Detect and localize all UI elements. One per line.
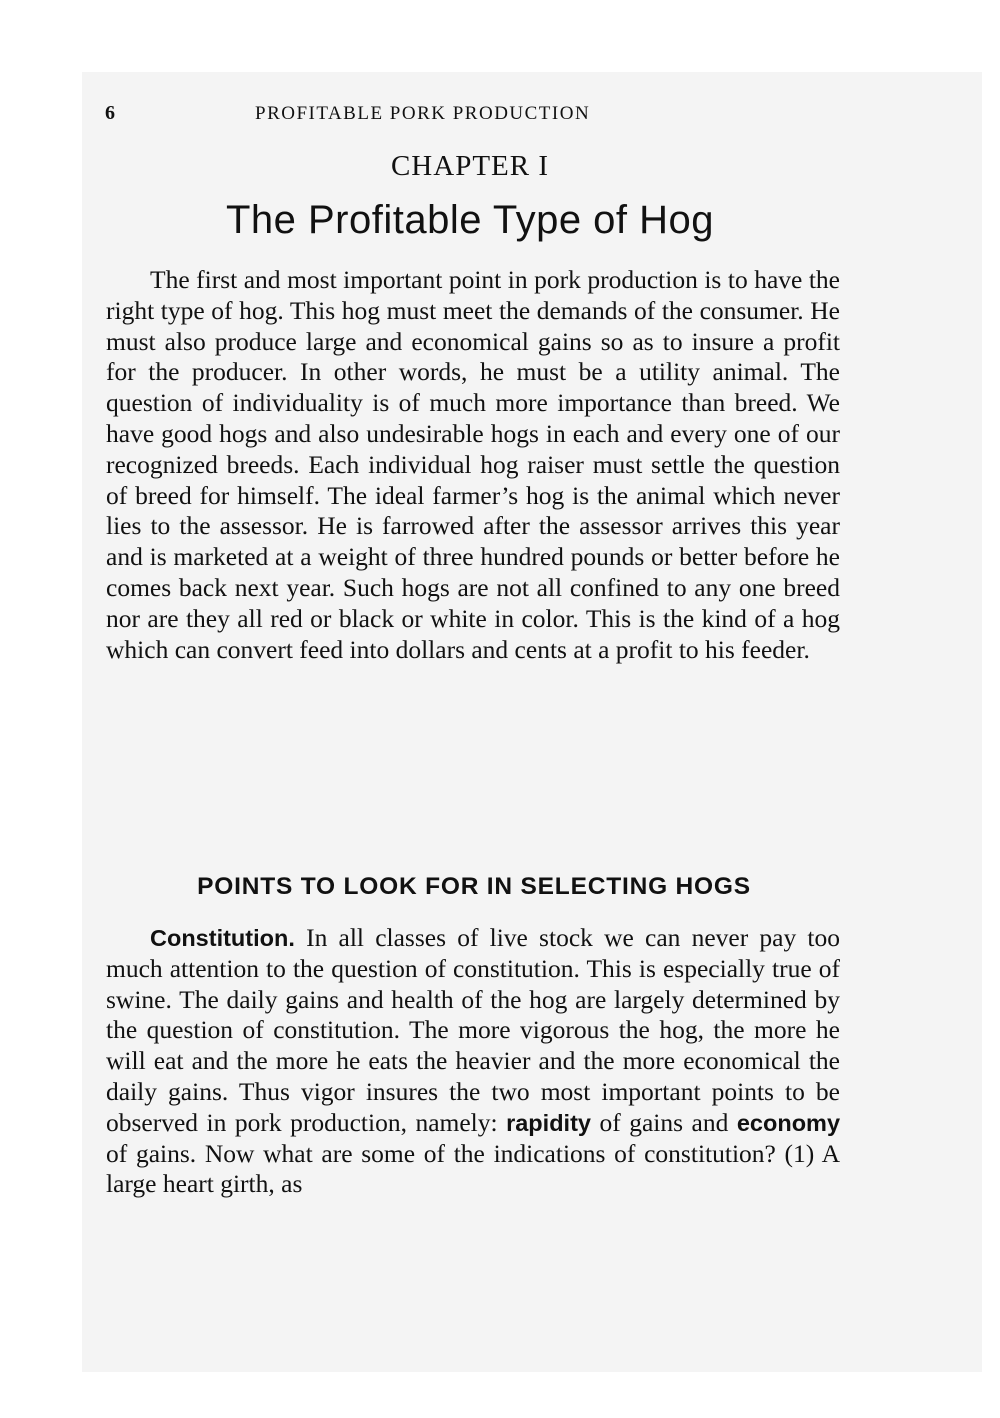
paragraph-text: The first and most important point in pork production is to have the right type of hog. This hog must meet the demands of the consumer. He must also produce large and economical gains so as to insure a profit for the producer. In other words, he must be a utility animal. The question of individuality is of much more importance than breed. We have good hogs and also undesirable hogs in each and every one of our recognized breeds. Each individual hog raiser must settle the question of breed for himself. The ideal farmer’s hog is the animal which never lies to the assessor. He is farrowed after the assessor arrives this year and is marketed at a weight of three hundred pounds or better before he comes back next year. Such hogs are not all confined to any one breed nor are they all red or black or white in color. This is the kind of a hog which can convert feed into dollars and cents at a profit to his feeder.: [106, 265, 840, 664]
body-paragraph-2: [106, 923, 840, 1200]
paragraph-text-c: of gains. Now what are some of the indications of constitution? (1) A large heart girth, as: [106, 1138, 840, 1199]
chapter-title: The Profitable Type of Hog: [225, 198, 715, 242]
paragraph-text-b: of gains and: [590, 1107, 737, 1137]
emphasis-term-rapidity: rapidity: [506, 1109, 591, 1136]
section-heading: POINTS TO LOOK FOR IN SELECTING HOGS: [197, 873, 751, 900]
body-paragraph-1: [106, 265, 840, 665]
page-number: 6: [105, 102, 115, 124]
emphasis-term-economy: economy: [736, 1109, 841, 1136]
chapter-label: CHAPTER I: [390, 150, 550, 182]
lead-term: Constitution.: [150, 925, 295, 951]
page-header: [105, 100, 840, 130]
running-head: PROFITABLE PORK PRODUCTION: [255, 103, 591, 124]
paragraph-text-a: In all classes of live stock we can never pay too much attention to the question of constitution. This is especially true of swine. The daily gains and health of the hog are largely determined by the question of constitution. The more vigorous the hog, the more he will eat and the more he eats the heavier and the more economical the daily gains. Thus vigor insures the two most important points to be observed in pork production, namely:: [106, 923, 840, 1137]
paragraph-text: [106, 923, 840, 1200]
